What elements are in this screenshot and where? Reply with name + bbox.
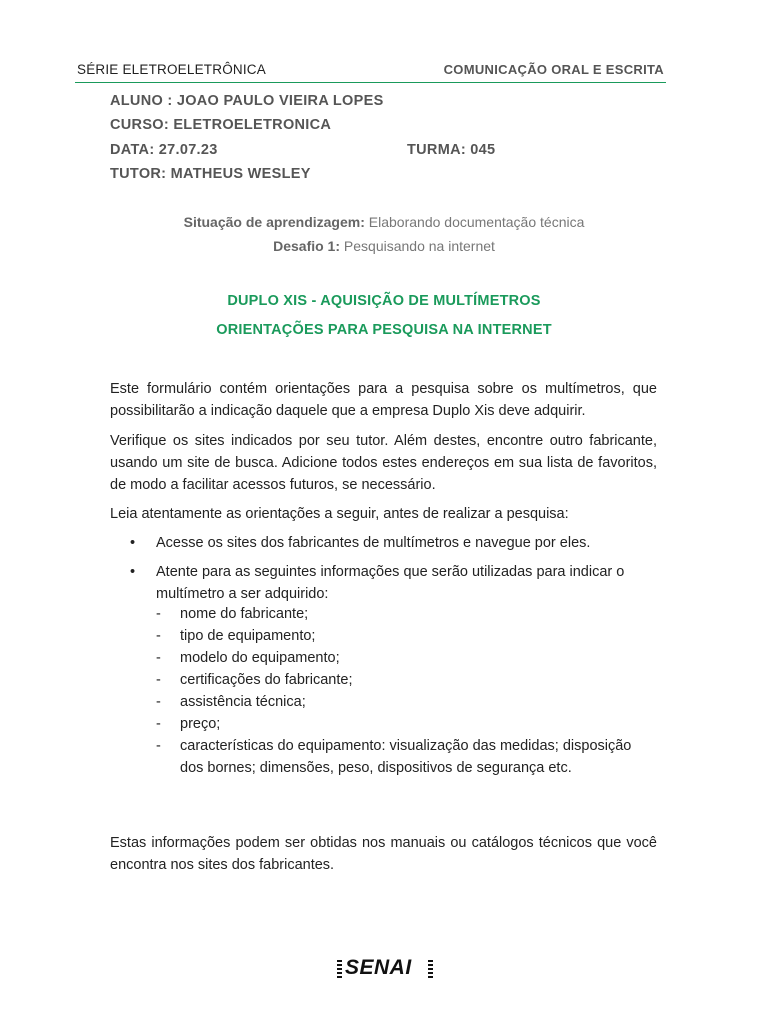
- student-name: ALUNO : JOAO PAULO VIEIRA LOPES: [110, 93, 384, 109]
- list-item: [156, 647, 656, 669]
- list-item: [156, 691, 656, 713]
- list-item: [156, 625, 656, 647]
- dash-icon: -: [156, 738, 161, 754]
- header-subject: COMUNICAÇÃO ORAL E ESCRITA: [443, 62, 664, 77]
- dash-icon: -: [156, 672, 161, 688]
- dash-icon: -: [156, 650, 161, 666]
- logo-bars-icon: [428, 960, 433, 978]
- learning-situation-label: Situação de aprendizagem:: [183, 214, 365, 230]
- logo-bars-icon: [337, 960, 342, 978]
- bullet-item: [130, 561, 657, 605]
- paragraph-intro: Este formulário contém orientações para a pesquisa sobre os multímetros, que possibilitarão a indicação daquele que a empresa Duplo Xis deve adquirir.: [110, 381, 657, 419]
- challenge-value: Pesquisando na internet: [340, 238, 495, 254]
- paragraph-sources: Estas informações podem ser obtidas nos manuais ou catálogos técnicos que você encontra nos sites dos fabricantes.: [110, 835, 657, 873]
- list-item-text: assistência técnica;: [180, 694, 306, 710]
- document-subtitle: ORIENTAÇÕES PARA PESQUISA NA INTERNET: [216, 322, 552, 338]
- header-series: SÉRIE ELETROELETRÔNICA: [77, 62, 266, 77]
- list-item: [156, 713, 656, 735]
- list-item: [156, 735, 656, 779]
- student-date: DATA: 27.07.23: [110, 142, 218, 158]
- paragraph-verify: Verifique os sites indicados por seu tutor. Além destes, encontre outro fabricante, usando um site de busca. Adicione todos estes endereços em sua lista de favoritos, de modo a facilitar acessos futuros, se necessário.: [110, 433, 657, 493]
- bullet-text: Acesse os sites dos fabricantes de multímetros e navegue por eles.: [156, 535, 591, 551]
- student-tutor: TUTOR: MATHEUS WESLEY: [110, 166, 311, 182]
- info-checklist: [156, 603, 656, 779]
- student-course: CURSO: ELETROELETRONICA: [110, 117, 332, 133]
- document-title: DUPLO XIS - AQUISIÇÃO DE MULTÍMETROS: [227, 293, 541, 309]
- list-item-text: nome do fabricante;: [180, 606, 309, 622]
- bullet-icon: •: [130, 535, 136, 551]
- dash-icon: -: [156, 628, 161, 644]
- student-class: TURMA: 045: [407, 142, 496, 158]
- list-item-text: certificações do fabricante;: [180, 672, 353, 688]
- bullet-list-1: [130, 532, 657, 554]
- senai-logo: [337, 955, 433, 983]
- list-item-text: modelo do equipamento;: [180, 650, 340, 666]
- list-item: [156, 603, 656, 625]
- list-item: [156, 669, 656, 691]
- list-item-text: preço;: [180, 716, 221, 732]
- bullet-item: [130, 532, 657, 554]
- challenge-label: Desafio 1:: [273, 238, 341, 254]
- bullet-icon: •: [130, 564, 136, 580]
- bullet-text: Atente para as seguintes informações que serão utilizadas para indicar o multímetro a ser adquirido:: [156, 564, 625, 602]
- dash-icon: -: [156, 694, 161, 710]
- logo-text: SENAI: [345, 956, 412, 979]
- bullet-list-2: [130, 561, 657, 605]
- learning-situation-value: Elaborando documentação técnica: [364, 214, 585, 230]
- learning-situation: [0, 214, 768, 230]
- paragraph-instructions: Leia atentamente as orientações a seguir, antes de realizar a pesquisa:: [110, 506, 569, 522]
- challenge: [0, 238, 768, 254]
- list-item-text: tipo de equipamento;: [180, 628, 316, 644]
- page-header: [75, 62, 666, 83]
- dash-icon: -: [156, 716, 161, 732]
- list-item-text: características do equipamento: visualização das medidas; disposição dos bornes; dimensões, peso, dispositivos de segurança etc.: [180, 738, 632, 776]
- dash-icon: -: [156, 606, 161, 622]
